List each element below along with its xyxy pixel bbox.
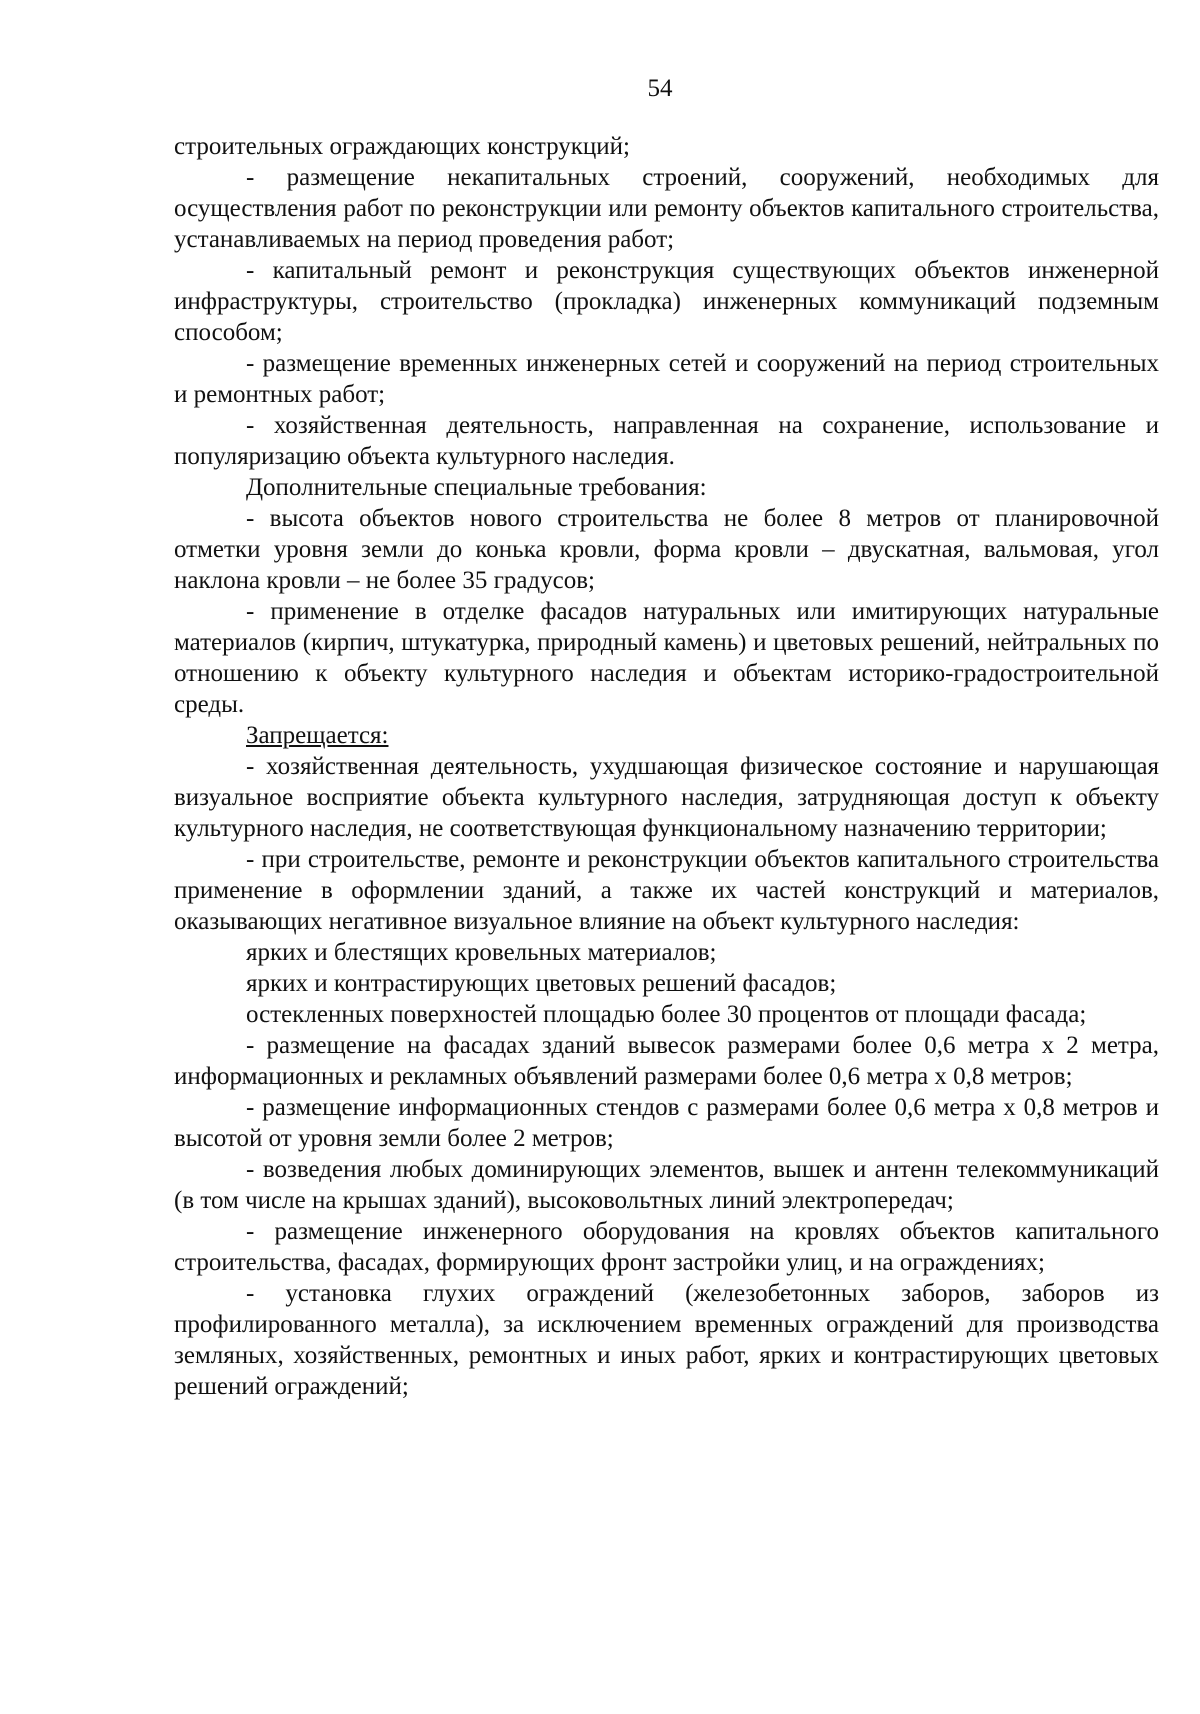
prohibited-heading <box>174 720 1159 751</box>
paragraph-7: - высота объектов нового строительства не более 8 метров от планировочной отметки уровня земли до конька кровли, форма кровли – двускатная, вальмовая, угол наклона кровли – не более 35 градусов; <box>174 505 1159 594</box>
paragraph-10: - хозяйственная деятельность, ухудшающая физическое состояние и нарушающая визуальное восприятие объекта культурного наследия, затрудняющая доступ к объекту культурного наследия, не соответствующая функциональному назначению территории; <box>174 753 1159 842</box>
paragraph-1: строительных ограждающих конструкций; <box>174 133 631 160</box>
paragraph-12: ярких и блестящих кровельных материалов; <box>246 939 717 966</box>
additional-requirements-heading: Дополнительные специальные требования: <box>246 474 707 501</box>
paragraph-13: ярких и контрастирующих цветовых решений фасадов; <box>246 970 837 997</box>
paragraph-14: остекленных поверхностей площадью более 30 процентов от площади фасада; <box>246 1001 1087 1028</box>
prohibited-heading-text: Запрещается: <box>246 722 389 749</box>
paragraph-16: - размещение информационных стендов с размерами более 0,6 метра х 0,8 метров и высотой от уровня земли более 2 метров; <box>174 1094 1159 1152</box>
page-number: 54 <box>647 75 673 102</box>
paragraph-15: - размещение на фасадах зданий вывесок размерами более 0,6 метра х 2 метра, информационных и рекламных объявлений размерами более 0,6 метра х 0,8 метров; <box>174 1032 1159 1090</box>
paragraph-5: - хозяйственная деятельность, направленная на сохранение, использование и популяризацию объекта культурного наследия. <box>174 412 1159 470</box>
paragraph-4: - размещение временных инженерных сетей и сооружений на период строительных и ремонтных работ; <box>174 350 1159 408</box>
paragraph-8: - применение в отделке фасадов натуральных или имитирующих натуральные материалов (кирпич, штукатурка, природный камень) и цветовых решений, нейтральных по отношению к объекту культурного наследия и объектам историко-градостроительной среды. <box>174 598 1159 718</box>
paragraph-17: - возведения любых доминирующих элементов, вышек и антенн телекоммуникаций (в том числе на крышах зданий), высоковольтных линий электропередач; <box>174 1156 1159 1214</box>
paragraph-19: - установка глухих ограждений (железобетонных заборов, заборов из профилированного металла), за исключением временных ограждений для производства земляных, хозяйственных, ремонтных и иных работ, ярких и контрастирующих цветовых решений ограждений; <box>174 1280 1159 1400</box>
paragraph-3: - капитальный ремонт и реконструкция существующих объектов инженерной инфраструктуры, строительство (прокладка) инженерных коммуникаций подземным способом; <box>174 257 1159 346</box>
paragraph-2: - размещение некапитальных строений, сооружений, необходимых для осуществления работ по реконструкции или ремонту объектов капитального строительства, устанавливаемых на период проведения работ; <box>174 164 1159 253</box>
paragraph-11: - при строительстве, ремонте и реконструкции объектов капитального строительства применение в оформлении зданий, а также их частей конструкций и материалов, оказывающих негативное визуальное влияние на объект культурного наследия: <box>174 846 1159 935</box>
document-body <box>174 131 1159 1402</box>
paragraph-18: - размещение инженерного оборудования на кровлях объектов капитального строительства, фасадах, формирующих фронт застройки улиц, и на ограждениях; <box>174 1218 1159 1276</box>
